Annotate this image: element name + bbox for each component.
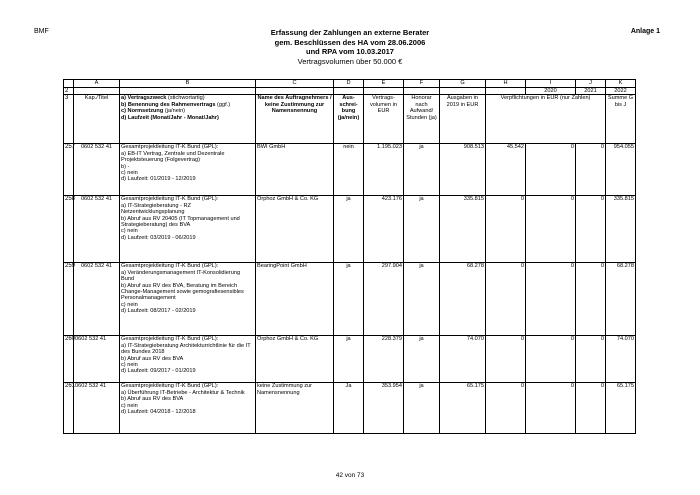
volume: 353.954	[364, 383, 404, 434]
purpose-cell	[120, 383, 256, 434]
commitment-2021: 0	[526, 263, 576, 336]
commitment-2022: 0	[576, 263, 606, 336]
purpose-line: c) nein	[121, 362, 138, 369]
year-2020: 2020	[526, 88, 576, 95]
commitment-2020: 45.542	[486, 144, 526, 196]
header-purpose-line-c: c) Normsetzung (ja/nein)	[121, 108, 186, 115]
expenditure-2019: 335.815	[440, 196, 486, 263]
col-letter-f: F	[404, 80, 440, 88]
year-2021: 2021	[576, 88, 606, 95]
expenditure-2019: 908.513	[440, 144, 486, 196]
commitment-2021: 0	[526, 336, 576, 383]
commitment-2021: 0	[526, 144, 576, 196]
row-sum: 74.070	[606, 336, 636, 383]
empty-cell	[334, 88, 364, 95]
header-row	[64, 95, 636, 144]
purpose-line: d) Laufzeit: 01/2019 - 12/2019	[121, 176, 196, 183]
purpose-line: c) nein	[121, 228, 138, 235]
purpose-line: c) nein	[121, 301, 138, 308]
header-contractor: Name des Auftragnehmers / keine Zustimmung zur Namensnennung	[256, 95, 334, 144]
page-title	[0, 28, 700, 66]
col-letter-e: E	[364, 80, 404, 88]
purpose-line: Gesamtprojektleitung IT-K Bund (GPL):	[121, 196, 219, 203]
purpose-line: c) nein	[121, 402, 138, 409]
row-number: 257	[64, 144, 74, 196]
commitment-2020: 0	[486, 336, 526, 383]
empty-cell	[486, 88, 526, 95]
row-number: 2	[64, 88, 74, 95]
row-number: 260	[64, 336, 74, 383]
commitment-2022: 0	[576, 336, 606, 383]
purpose-cell	[120, 263, 256, 336]
purpose-line: Gesamtprojektleitung IT-K Bund (GPL):	[121, 144, 219, 151]
row-sum: 954.055	[606, 144, 636, 196]
contractor: Orphoz GmbH & Co. KG	[256, 336, 334, 383]
column-letters-row	[64, 80, 636, 88]
table-row	[64, 383, 636, 434]
commitment-2022: 0	[576, 383, 606, 434]
contractor: BWI GmbH	[256, 144, 334, 196]
table-row	[64, 196, 636, 263]
header-purpose-line-d: d) Laufzeit (Monat/Jahr - Monat/Jahr)	[121, 114, 219, 121]
purpose-line: b) Abruf aus RV des BVA	[121, 396, 184, 403]
kap-titel: 0602 532 41	[74, 383, 120, 434]
contractor: BearingPoint GmbH	[256, 263, 334, 336]
empty-cell	[120, 88, 256, 95]
col-letter-j: J	[576, 80, 606, 88]
table-row	[64, 336, 636, 383]
kap-titel: 0602 532 41	[74, 196, 120, 263]
title-line-3: und RPA vom 10.03.2017	[306, 47, 394, 56]
kap-titel: 0602 532 41	[74, 336, 120, 383]
corner-cell	[64, 80, 74, 88]
purpose-line: d) Laufzeit: 04/2018 - 12/2018	[121, 409, 196, 416]
row-number: 259	[64, 263, 74, 336]
purpose-line: d) Laufzeit: 03/2019 - 06/2019	[121, 234, 196, 241]
contractor: Orphoz GmbH & Co. KG	[256, 196, 334, 263]
header-fee: Honorar nach Aufwand/ Stunden (ja)	[404, 95, 440, 144]
expenditure-2019: 65.175	[440, 383, 486, 434]
purpose-line: a) EB-IT Vertrag, Zentrale und Dezentrale Projektsteuerung (Folgevertrag)	[121, 150, 225, 164]
expenditure-2019: 74.070	[440, 336, 486, 383]
commitment-2022: 0	[576, 196, 606, 263]
fee: ja	[404, 383, 440, 434]
volume: 423.176	[364, 196, 404, 263]
year-row	[64, 88, 636, 95]
volume: 297.904	[364, 263, 404, 336]
page-number: 42 von 73	[335, 472, 365, 479]
fee: ja	[404, 263, 440, 336]
col-letter-k: K	[606, 80, 636, 88]
annex-label: Anlage 1	[630, 28, 660, 35]
tender: nein	[334, 144, 364, 196]
purpose-line: Gesamtprojektleitung IT-K Bund (GPL):	[121, 336, 219, 343]
commitment-2020: 0	[486, 263, 526, 336]
ministry-label: BMF	[34, 28, 49, 35]
commitment-2020: 0	[486, 383, 526, 434]
empty-cell	[364, 88, 404, 95]
kap-titel: 0602 532 41	[74, 263, 120, 336]
purpose-cell	[120, 336, 256, 383]
tender: Ja	[334, 383, 364, 434]
commitment-2020: 0	[486, 196, 526, 263]
purpose-line: d) Laufzeit: 08/2017 - 02/2019	[121, 308, 196, 315]
col-letter-h: H	[486, 80, 526, 88]
col-letter-i: I	[526, 80, 576, 88]
kap-titel: 0602 532 41	[74, 144, 120, 196]
empty-cell	[256, 88, 334, 95]
col-letter-b: B	[120, 80, 256, 88]
purpose-line: b) Abruf aus RV 20405 (IT Topmanagement und Strategieberatung) des BVA	[121, 215, 240, 229]
commitment-2022: 0	[576, 144, 606, 196]
commitment-2021: 0	[526, 196, 576, 263]
col-letter-a: A	[74, 80, 120, 88]
header-volume: Vertrags-volumen in EUR	[364, 95, 404, 144]
header-purpose-line-a: a) Vertragszweck (stichwortartig)	[121, 95, 205, 102]
volume: 228.379	[364, 336, 404, 383]
purpose-line: a) Veränderungsmanagement IT-Konsolidierung Bund	[121, 269, 241, 283]
header-tender: Aus-schrei-bung (ja/nein)	[334, 95, 364, 144]
purpose-line: b) Abruf aus RV des BVA	[121, 355, 184, 362]
purpose-line: Gesamtprojektleitung IT-K Bund (GPL):	[121, 383, 219, 390]
title-line-2: gem. Beschlüssen des HA vom 28.06.2006	[274, 37, 426, 47]
tender: ja	[334, 336, 364, 383]
purpose-line: a) Überführung IT-Betriebe - Architektur & Technik	[121, 389, 245, 396]
col-letter-g: G	[440, 80, 486, 88]
row-number: 3	[64, 95, 74, 144]
header-commitments: Verpflichtungen in EUR (nur Zahlen)	[486, 95, 606, 144]
purpose-line: a) IT-Strategieberatung Architekturrichtlinie für die IT des Bundes 2018	[121, 342, 251, 356]
contractor: keine Zustimmung zur Namensnennung	[256, 383, 334, 434]
header-expenditure-2019: Ausgaben in 2019 in EUR	[440, 95, 486, 144]
empty-cell	[404, 88, 440, 95]
header-purpose	[120, 95, 256, 144]
col-letter-c: C	[256, 80, 334, 88]
payments-table	[63, 79, 636, 434]
empty-cell	[440, 88, 486, 95]
purpose-line: b) Abruf aus RV des BVA, Beratung im Bereich Change-Management sowie gemografiesensibles Personalmanagement	[121, 282, 244, 302]
tender: ja	[334, 196, 364, 263]
purpose-cell	[120, 144, 256, 196]
row-number: 261	[64, 383, 74, 434]
purpose-line: Gesamtprojektleitung IT-K Bund (GPL):	[121, 263, 219, 270]
header-kap-titel: Kap./Titel	[74, 95, 120, 144]
empty-cell	[74, 88, 120, 95]
table-row	[64, 144, 636, 196]
table-row	[64, 263, 636, 336]
tender: ja	[334, 263, 364, 336]
purpose-line: a) IT-Strategieberatung - RZ Netzentwicklungsplanung	[121, 202, 191, 216]
header-sum: Summe G bis J	[606, 95, 636, 144]
fee: ja	[404, 196, 440, 263]
fee: ja	[404, 144, 440, 196]
row-number: 258	[64, 196, 74, 263]
year-2022: 2022	[606, 88, 636, 95]
fee: ja	[404, 336, 440, 383]
col-letter-d: D	[334, 80, 364, 88]
row-sum: 68.278	[606, 263, 636, 336]
row-sum: 65.175	[606, 383, 636, 434]
purpose-line: b) -	[121, 163, 130, 170]
header-purpose-line-b: b) Benennung des Rahmenvertrags (ggf.)	[121, 101, 231, 108]
title-line-4: Vertragsvolumen über 50.000 €	[297, 56, 403, 66]
purpose-line: c) nein	[121, 170, 138, 177]
row-sum: 335.815	[606, 196, 636, 263]
purpose-cell	[120, 196, 256, 263]
title-line-1: Erfassung der Zahlungen an externe Berater	[270, 28, 430, 37]
commitment-2021: 0	[526, 383, 576, 434]
volume: 1.195.023	[364, 144, 404, 196]
purpose-line: d) Laufzeit: 09/2017 - 01/2019	[121, 368, 196, 375]
expenditure-2019: 68.278	[440, 263, 486, 336]
